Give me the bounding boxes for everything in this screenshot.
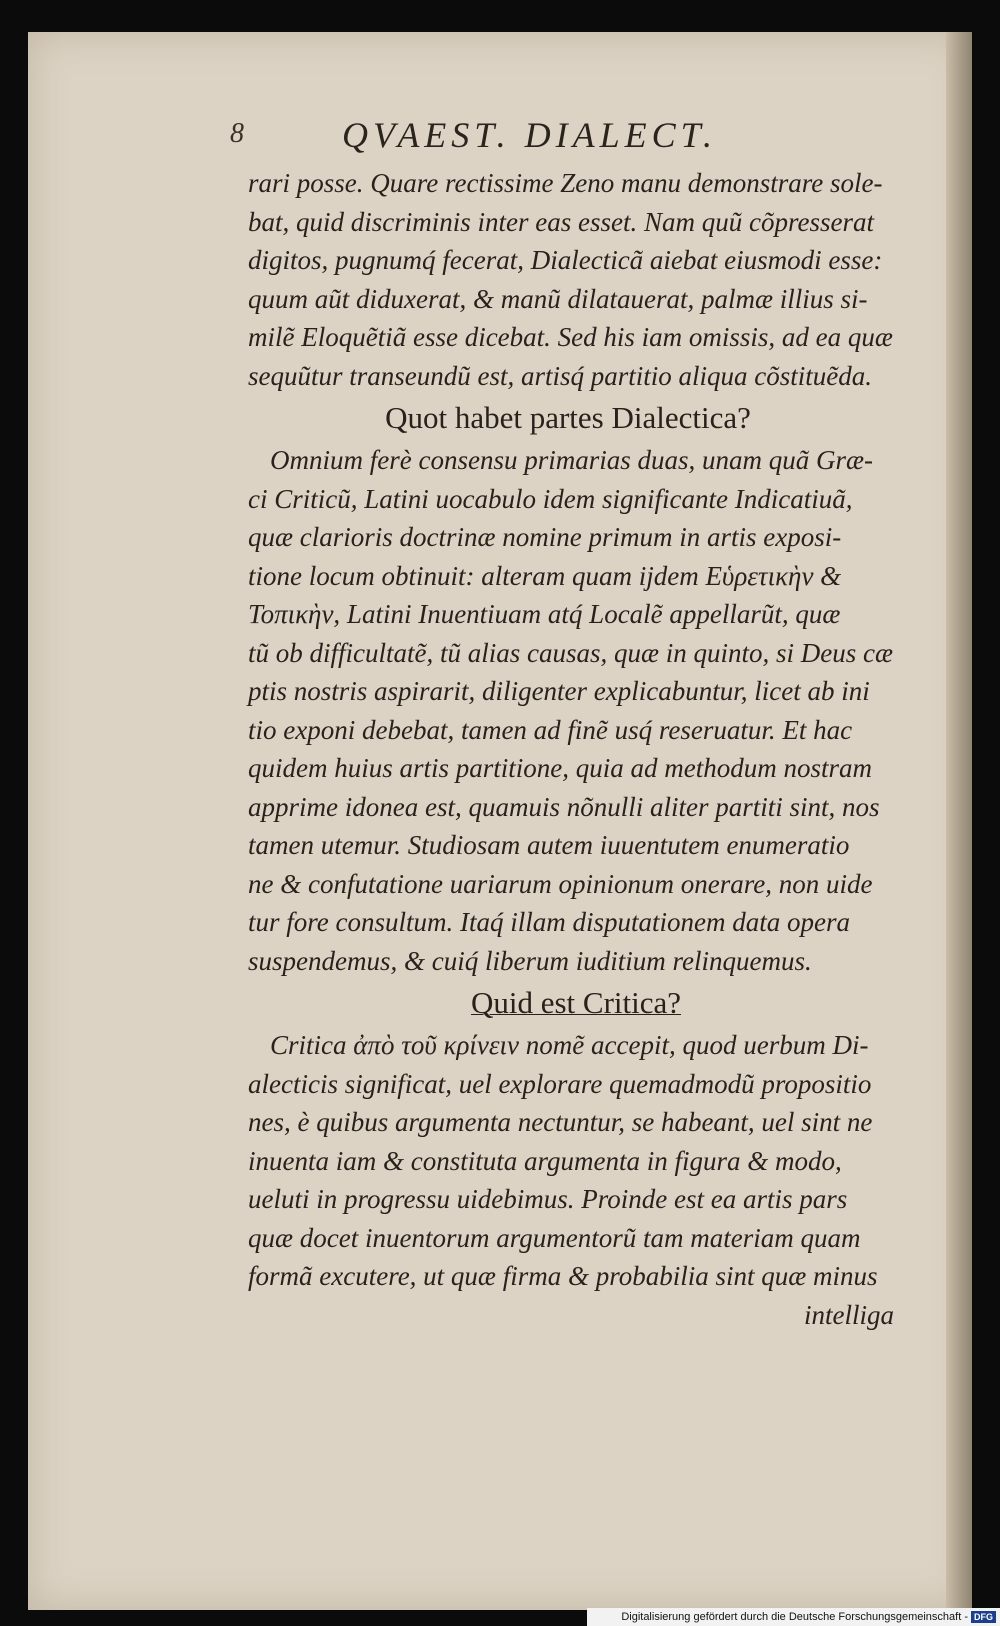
text-line: tio exponi debebat, tamen ad finẽ usq́ reseruatur. Et hac — [248, 714, 853, 745]
text-line: ne & confutatione uariarum opinionum onerare, non uide — [248, 868, 873, 899]
footer-text: Digitalisierung gefördert durch die Deutsche Forschungsgemeinschaft - — [621, 1611, 968, 1623]
text-line: digitos, pugnumq́ fecerat, Dialecticã aiebat eiusmodi esse: — [248, 245, 883, 275]
text-block — [248, 164, 928, 1334]
text-line: tamen utemur. Studiosam autem iuuentutem enumeratio — [248, 830, 850, 860]
text-line: quæ clarioris doctrinæ nomine primum in artis exposi- — [248, 522, 842, 552]
paragraph-1 — [248, 164, 928, 395]
running-head — [230, 115, 790, 155]
text-line: rari posse. Quare rectissime Zeno manu demonstrare sole- — [248, 168, 883, 198]
text-line: apprime idonea est, quamuis nõnulli aliter partiti sint, nos — [248, 791, 880, 822]
text-line: milẽ Eloquẽtiã esse dicebat. Sed his iam omissis, ad ea quæ — [248, 322, 893, 352]
text-line: tione locum obtinuit: alteram quam ijdem Εὑρετικὴν & — [248, 560, 842, 591]
text-line: formã excutere, ut quæ firma & probabilia sint quæ minus — [248, 1261, 878, 1291]
text-line: tur fore consultum. Itaq́ illam disputationem data opera — [248, 907, 850, 937]
text-line: tũ ob difficultatẽ, tũ alias causas, quæ in quinto, si Deus cæ — [248, 637, 893, 668]
funding-footer — [587, 1608, 1000, 1626]
text-line: quæ docet inuentorum argumentorũ tam materiam quam — [248, 1222, 861, 1253]
text-line: quum aũt diduxerat, & manũ dilatauerat, palmæ illius si- — [248, 283, 868, 314]
text-line: sequũtur transeundũ est, artisq́ partitio aliqua cõstituẽda. — [248, 360, 873, 391]
text-line: nes, è quibus argumenta nectuntur, se habeant, uel sint ne — [248, 1107, 873, 1137]
section-heading-critica: Quid est Critica? — [470, 985, 682, 1020]
paragraph-3 — [248, 1026, 928, 1296]
text-line: inuenta iam & constituta argumenta in figura & modo, — [248, 1145, 842, 1176]
text-line: bat, quid discriminis inter eas esset. Nam quũ cõpresserat — [248, 206, 874, 237]
page-edge — [946, 32, 972, 1610]
text-line: quidem huius artis partitione, quia ad methodum nostram — [248, 753, 873, 783]
text-line: ci Criticũ, Latini uocabulo idem significante Indicatiuã, — [248, 483, 853, 514]
text-line: alecticis significat, uel explorare quemadmodũ propositio — [248, 1068, 872, 1099]
section-heading-partes: Quot habet partes Dialectica? — [385, 400, 751, 435]
page-number: 8 — [230, 118, 244, 149]
dfg-logo-badge: DFG — [971, 1611, 996, 1623]
text-line: Critica ἀπὸ τοῦ κρίνειν nomẽ accepit, quod uerbum Di- — [270, 1030, 869, 1060]
text-line: ueluti in progressu uidebimus. Proinde est ea artis pars — [248, 1184, 848, 1214]
text-line: Omnium ferè consensu primarias duas, unam quã Græ- — [270, 445, 873, 475]
running-title: QVAEST. DIALECT. — [342, 115, 717, 155]
text-line: suspendemus, & cuiq́ liberum iuditium relinquemus. — [248, 945, 812, 976]
paragraph-2 — [248, 441, 928, 980]
text-line: ptis nostris aspirarit, diligenter explicabuntur, licet ab ini — [248, 676, 870, 706]
catchword: intelliga — [804, 1299, 894, 1330]
text-line: Τοπικὴν, Latini Inuentiuam atq́ Localẽ appellarũt, quæ — [248, 599, 841, 629]
